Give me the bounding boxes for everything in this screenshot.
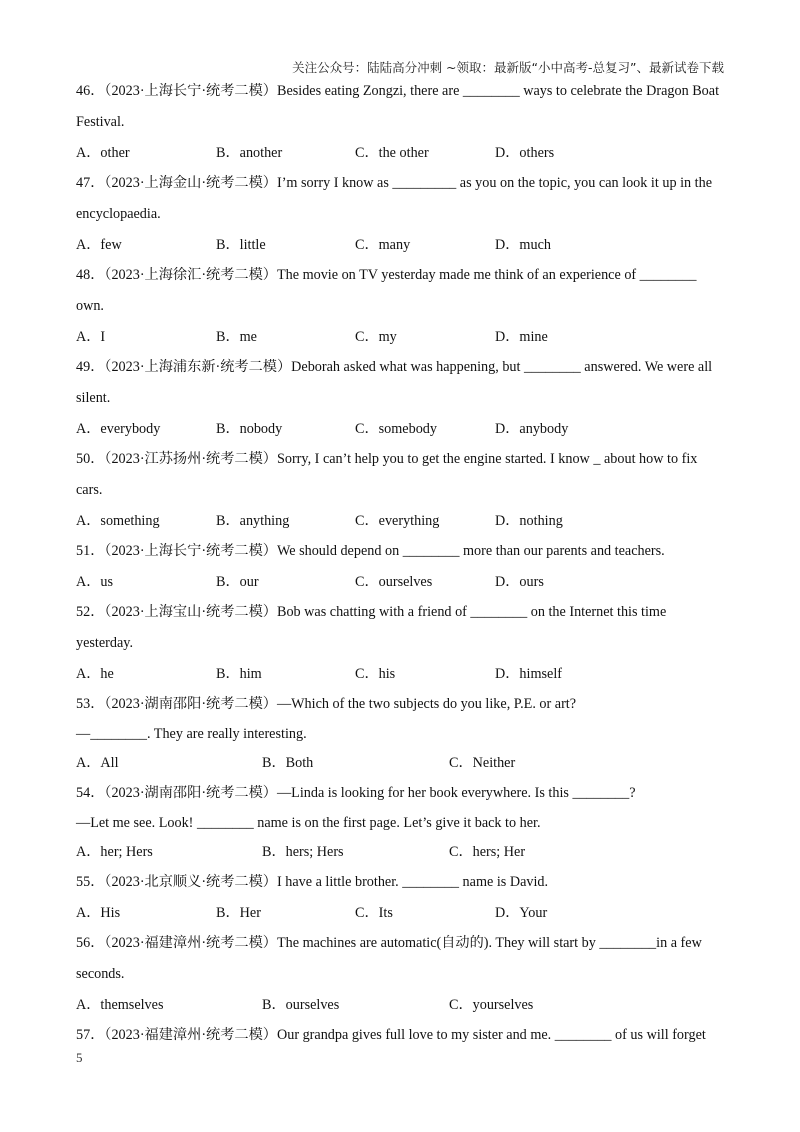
question-text: 53．（2023·湖南邵阳·统考二模）—Which of the two subjects do you like, P.E. or art?: [76, 696, 577, 712]
options-row: [76, 748, 724, 778]
question-text: 46．（2023·上海长宁·统考二模）Besides eating Zongzi, there are ________ ways to celebrate the Dragon Boat Festival.: [76, 83, 720, 130]
option-a[interactable]: A．His: [76, 905, 121, 921]
option-c[interactable]: C．my: [355, 329, 397, 345]
question-text: 57．（2023·福建漳州·统考二模）Our grandpa gives full love to my sister and me. ________ of us will forget: [76, 1027, 706, 1043]
option-b[interactable]: B．him: [216, 666, 262, 682]
question-54: [76, 778, 724, 867]
option-a[interactable]: A．I: [76, 329, 106, 345]
question-text: 47．（2023·上海金山·统考二模）I’m sorry I know as _________ as you on the topic, you can look it up in the encyclopaedia.: [76, 175, 712, 222]
question-text: 50．（2023·江苏扬州·统考二模）Sorry, I can’t help you to get the engine started. I know _ about how to fix cars.: [76, 451, 698, 498]
option-a[interactable]: A．everybody: [76, 421, 161, 437]
option-d[interactable]: D．others: [495, 145, 555, 161]
question-52: [76, 597, 724, 689]
option-b[interactable]: B．ourselves: [262, 997, 340, 1013]
question-46: [76, 76, 724, 168]
options-row: [76, 898, 724, 928]
question-49: [76, 352, 724, 444]
option-c[interactable]: C．somebody: [355, 421, 437, 437]
question-50: [76, 444, 724, 536]
option-a[interactable]: A．other: [76, 145, 130, 161]
page-number: 5: [76, 1050, 83, 1065]
option-a[interactable]: A．themselves: [76, 997, 164, 1013]
page-header: 关注公众号：陆陆高分冲刺 ~领取：最新版“小中高考-总复习”、最新试卷下载: [292, 60, 724, 75]
question-57: [76, 1020, 724, 1051]
question-48: [76, 260, 724, 352]
option-c[interactable]: C．ourselves: [355, 574, 433, 590]
question-56: [76, 928, 724, 1020]
option-a[interactable]: A．he: [76, 666, 114, 682]
option-b[interactable]: B．our: [216, 574, 259, 590]
question-reply-line: —________. They are really interesting.: [76, 726, 307, 742]
options-row: [76, 990, 724, 1020]
options-row: [76, 322, 724, 352]
question-reply-line: —Let me see. Look! ________ name is on the first page. Let’s give it back to her.: [76, 815, 541, 831]
question-51: [76, 536, 724, 597]
options-row: [76, 138, 724, 168]
option-b[interactable]: B．Her: [216, 905, 261, 921]
option-b[interactable]: B．anything: [216, 513, 290, 529]
question-text: 54．（2023·湖南邵阳·统考二模）—Linda is looking for her book everywhere. Is this ________?: [76, 785, 636, 801]
options-row: [76, 506, 724, 536]
option-a[interactable]: A．her; Hers: [76, 844, 153, 860]
option-d[interactable]: D．ours: [495, 574, 544, 590]
option-d[interactable]: D．anybody: [495, 421, 569, 437]
option-d[interactable]: D．nothing: [495, 513, 563, 529]
option-d[interactable]: D．much: [495, 237, 551, 253]
question-53: [76, 689, 724, 778]
option-c[interactable]: C．many: [355, 237, 411, 253]
options-row: [76, 230, 724, 260]
option-a[interactable]: A．All: [76, 755, 119, 771]
question-text: 48．（2023·上海徐汇·统考二模）The movie on TV yesterday made me think of an experience of ________ own.: [76, 267, 697, 314]
option-b[interactable]: B．Both: [262, 755, 314, 771]
option-c[interactable]: C．the other: [355, 145, 429, 161]
option-a[interactable]: A．us: [76, 574, 114, 590]
option-d[interactable]: D．himself: [495, 666, 562, 682]
options-row: [76, 414, 724, 444]
question-55: [76, 867, 724, 928]
option-d[interactable]: D．Your: [495, 905, 548, 921]
option-c[interactable]: C．Neither: [449, 755, 516, 771]
option-b[interactable]: B．me: [216, 329, 257, 345]
option-b[interactable]: B．another: [216, 145, 283, 161]
question-text: 52．（2023·上海宝山·统考二模）Bob was chatting with a friend of ________ on the Internet this time yesterday.: [76, 604, 667, 651]
option-b[interactable]: B．little: [216, 237, 266, 253]
question-text: 55．（2023·北京顺义·统考二模）I have a little brother. ________ name is David.: [76, 874, 549, 890]
option-d[interactable]: D．mine: [495, 329, 548, 345]
question-text: 56．（2023·福建漳州·统考二模）The machines are automatic(自动的). They will start by ________in a few seconds.: [76, 935, 702, 982]
option-c[interactable]: C．hers; Her: [449, 844, 526, 860]
options-row: [76, 659, 724, 689]
option-c[interactable]: C．everything: [355, 513, 440, 529]
option-a[interactable]: A．something: [76, 513, 160, 529]
option-a[interactable]: A．few: [76, 237, 122, 253]
option-b[interactable]: B．nobody: [216, 421, 283, 437]
question-47: [76, 168, 724, 260]
option-c[interactable]: C．yourselves: [449, 997, 534, 1013]
question-text: 51．（2023·上海长宁·统考二模）We should depend on ________ more than our parents and teachers.: [76, 543, 665, 559]
option-c[interactable]: C．his: [355, 666, 396, 682]
question-text: 49．（2023·上海浦东新·统考二模）Deborah asked what was happening, but ________ answered. We were all silent.: [76, 359, 713, 406]
options-row: [76, 567, 724, 597]
options-row: [76, 837, 724, 867]
option-b[interactable]: B．hers; Hers: [262, 844, 344, 860]
option-c[interactable]: C．Its: [355, 905, 393, 921]
question-list: [76, 76, 724, 1051]
